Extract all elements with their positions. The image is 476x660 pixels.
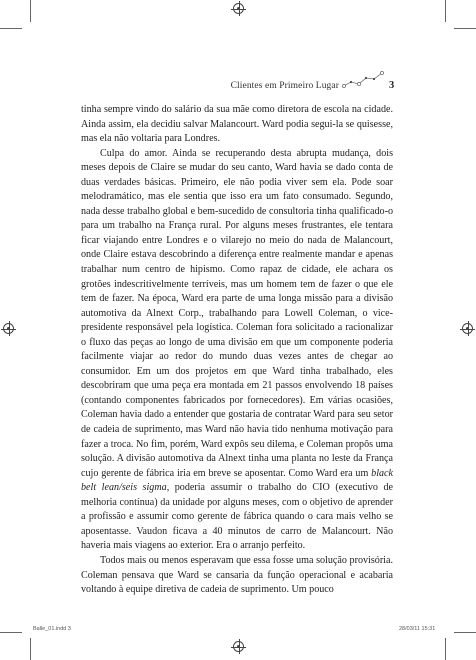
registration-mark-left — [3, 323, 14, 334]
running-head — [0, 80, 476, 98]
page-number: 3 — [389, 80, 395, 91]
crop-mark-top-left-h — [0, 28, 22, 29]
constellation-ornament-icon — [342, 70, 384, 92]
crop-mark-bottom-right-h — [454, 632, 476, 633]
slug-file-name: Balle_01.indd 3 — [33, 626, 71, 632]
crop-mark-bottom-left-h — [0, 632, 22, 633]
crop-mark-bottom-left-v — [30, 638, 31, 660]
running-title: Clientes em Primeiro Lugar — [230, 81, 339, 91]
slug-timestamp: 28/03/11 15:31 — [399, 626, 436, 632]
paragraph-3: Todos mais ou menos esperavam que essa fosse uma solução provisória. Coleman pensava que Ward se cansaria da função operacional e acabaria voltando à equipe diretiva de cadeia de suprimento. Um pouco — [81, 554, 393, 596]
paragraph-2 — [81, 147, 393, 554]
crop-mark-top-left-v — [30, 0, 31, 22]
paragraph-2-text: Culpa do amor. Ainda se recuperando desta abrupta mudança, dois meses depois de Claire se mudar do seu canto, Ward havia se dado conta de duas verdades básicas. Primeiro, ele não podia viver sem ela. Pode soar melodramático, mas ele sentia que isso era um fato consumado. Segundo, nada desse trabalho global e bem-sucedido de consultoria tinha qualificado-o para um trabalho na França rural. Por alguns meses frustrantes, ele tentara ficar viajando entre Londres e o vilarejo no meio do nada de Malancourt, onde Claire estava descobrindo a diferença entre realmente mandar e apenas trabalhar num centro de hipismo. Como rapaz de cidade, ele achara os grotões indescritivelmente terríveis, mas um homem tem de fazer o que ele tem de fazer. Na época, Ward era parte de uma longa missão para a divisão automotiva da Alnext Corp., trabalhando para Lowell Coleman, o vice-presidente responsável pela logística. Coleman fora solicitado a racionalizar o fluxo das peças ao longo de uma divisão em que um componente poderia facilmente viajar ao redor do mundo duas vezes antes de chegar ao consumidor. Em um dos projetos em que Ward tinha trabalhado, eles descobriram que uma peça era montada em 21 passos envolvendo 18 países (contando componentes fabricados por fornecedores). Em várias ocasiões, Coleman havia dado a entender que gostaria de contratar Ward para seu setor de cadeia de suprimento, mas Ward não havia tido nenhuma motivação para fazer a troca. No fim, porém, Ward expôs seu dilema, e Coleman propôs uma solução. A divisão automotiva da Alnext tinha uma planta no leste da França cujo gerente de fábrica iria em breve se aposentar. Como Ward era um — [81, 147, 393, 479]
crop-mark-top-right-v — [445, 0, 446, 22]
registration-mark-bottom — [233, 641, 244, 652]
crop-mark-bottom-right-v — [445, 638, 446, 660]
body-text — [81, 103, 393, 598]
registration-mark-right — [462, 323, 473, 334]
registration-mark-top — [233, 3, 244, 14]
crop-mark-top-right-h — [454, 28, 476, 29]
paragraph-1: tinha sempre vindo do salário da sua mãe como diretora de escola na cidade. Ainda assim, ela decidiu salvar Malancourt. Ward podia segui-la se quisesse, mas ela não voltaria para Londres. — [81, 104, 393, 145]
paragraph-2-italic-term: black belt lean/seis sigma — [81, 467, 393, 494]
paragraph-2-tail: , poderia assumir o trabalho do CIO (executivo de melhoria contínua) da unidade por alguns meses, com o objetivo de aprender a profissão e assumir como gerente de fábrica quando o cara mais velho se aposentasse. Vaudon ficava a 40 minutos de carro de Malancourt. Não haveria mais viagens ao exterior. Era o arranjo perfeito. — [81, 482, 393, 552]
